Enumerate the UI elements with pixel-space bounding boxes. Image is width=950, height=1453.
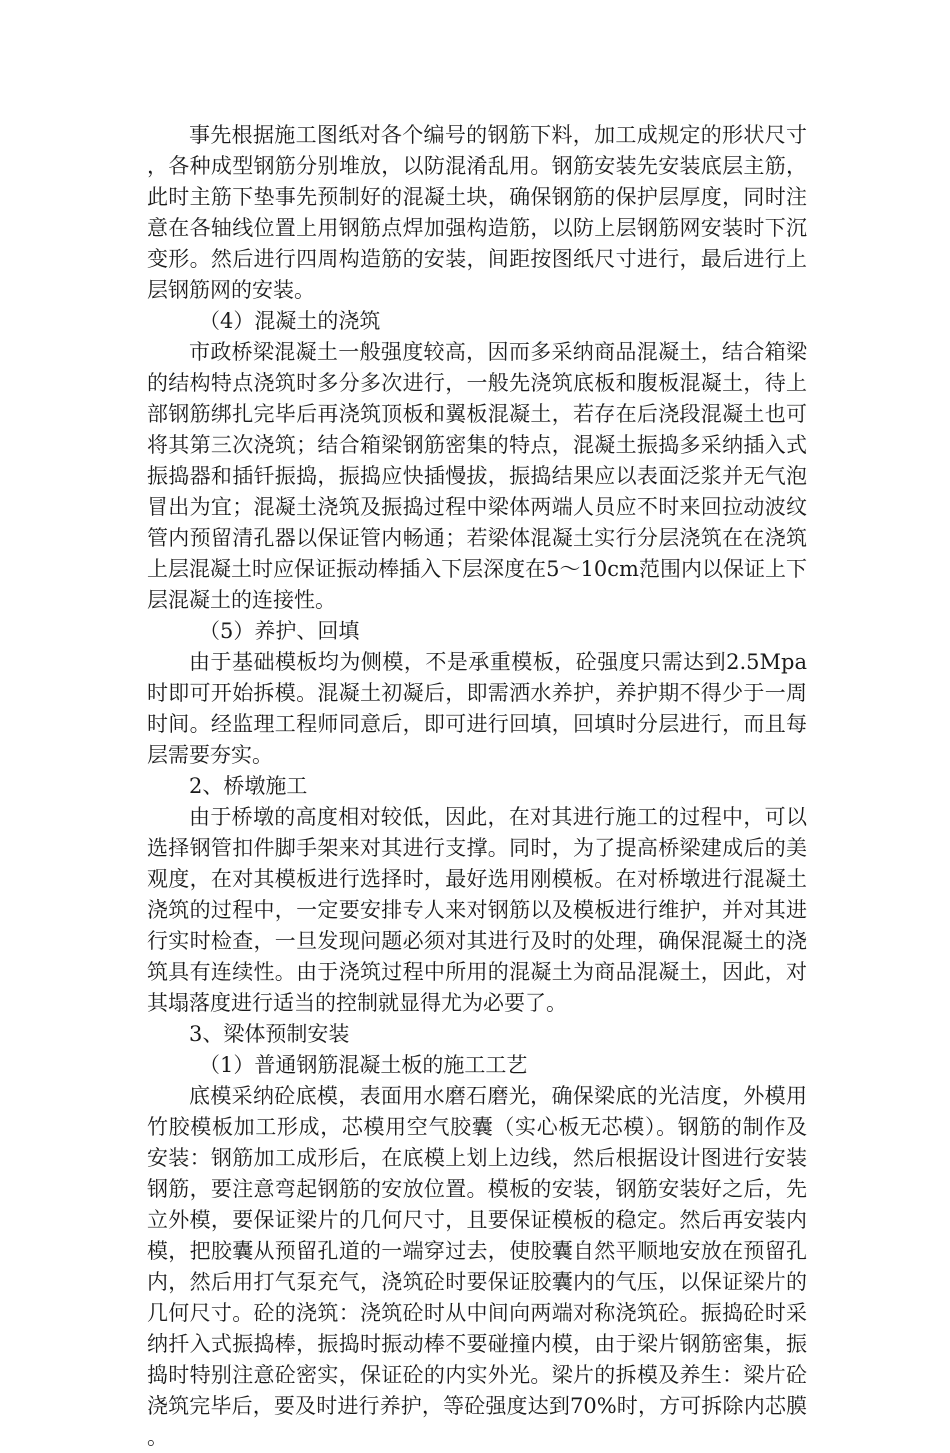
subheading-concrete-pouring: （4）混凝土的浇筑 (199, 309, 381, 333)
paragraph-rebar-installation: 事先根据施工图纸对各个编号的钢筋下料，加工成规定的形状尺寸，各种成型钢筋分别堆放，以防混淆乱用。钢筋安装先安装底层主筋，此时主筋下垫事先预制好的混凝土块，确保钢筋的保护层厚度，同时注意在各轴线位置上用钢筋点焊加强构造筋，以防上层钢筋网安装时下沉变形。然后进行四周构造筋的安装，间距按图纸尺寸进行，最后进行上层钢筋网的安装。 (147, 123, 807, 302)
paragraph-curing-backfill: 由于基础模板均为侧模，不是承重模板，砼强度只需达到2.5Mpa时即可开始拆模。混凝土初凝后，即需洒水养护，养护期不得少于一周时间。经监理工程师同意后，即可进行回填，回填时分层进行，而且每层需要夯实。 (147, 650, 807, 767)
paragraph-concrete-pouring: 市政桥梁混凝土一般强度较高，因而多采纳商品混凝土，结合箱梁的结构特点浇筑时多分多次进行，一般先浇筑底板和腹板混凝土，待上部钢筋绑扎完毕后再浇筑顶板和翼板混凝土，若存在后浇段混凝土也可将其第三次浇筑；结合箱梁钢筋密集的特点，混凝土振捣多采纳插入式振捣器和插钎振捣，振捣应快插慢拔，振捣结果应以表面泛浆并无气泡冒出为宜；混凝土浇筑及振捣过程中梁体两端人员应不时来回拉动波纹管内预留清孔器以保证管内畅通；若梁体混凝土实行分层浇筑在在浇筑上层混凝土时应保证振动棒插入下层深度在5～10cm范围内以保证上下层混凝土的连接性。 (147, 340, 807, 612)
subheading-curing-backfill: （5）养护、回填 (199, 619, 360, 643)
document-body (147, 120, 807, 1453)
paragraph-slab-process: 底模采纳砼底模，表面用水磨石磨光，确保梁底的光洁度，外模用竹胶模板加工形成，芯模用空气胶囊（实心板无芯模）。钢筋的制作及安装：钢筋加工成形后，在底模上划上边线，然后根据设计图进行安装钢筋，要注意弯起钢筋的安放位置。模板的安装，钢筋安装好之后，先立外模，要保证梁片的几何尺寸，且要保证模板的稳定。然后再安装内模，把胶囊从预留孔道的一端穿过去，使胶囊自然平顺地安放在预留孔内，然后用打气泵充气，浇筑砼时要保证胶囊内的气压，以保证梁片的几何尺寸。砼的浇筑：浇筑砼时从中间向两端对称浇筑砼。振捣砼时采纳扦入式振捣棒，振捣时振动棒不要碰撞内模，由于梁片钢筋密集，振捣时特别注意砼密实，保证砼的内实外光。梁片的拆模及养生：梁片砼浇筑完毕后，要及时进行养护，等砼强度达到70%时，方可拆除内芯膜。 (147, 1084, 807, 1449)
heading-beam-prefabrication: 3、梁体预制安装 (189, 1022, 350, 1046)
paragraph-pier-construction: 由于桥墩的高度相对较低，因此，在对其进行施工的过程中，可以选择钢管扣件脚手架来对其进行支撑。同时，为了提高桥梁建成后的美观度，在对其模板进行选择时，最好选用刚模板。在对桥墩进行混凝土浇筑的过程中，一定要安排专人来对钢筋以及模板进行维护，并对其进行实时检查，一旦发现问题必须对其进行及时的处理，确保混凝土的浇筑具有连续性。由于浇筑过程中所用的混凝土为商品混凝土，因此，对其塌落度进行适当的控制就显得尤为必要了。 (147, 805, 807, 1015)
heading-pier-construction: 2、桥墩施工 (189, 774, 308, 798)
subheading-slab-process: （1）普通钢筋混凝土板的施工工艺 (199, 1053, 528, 1077)
